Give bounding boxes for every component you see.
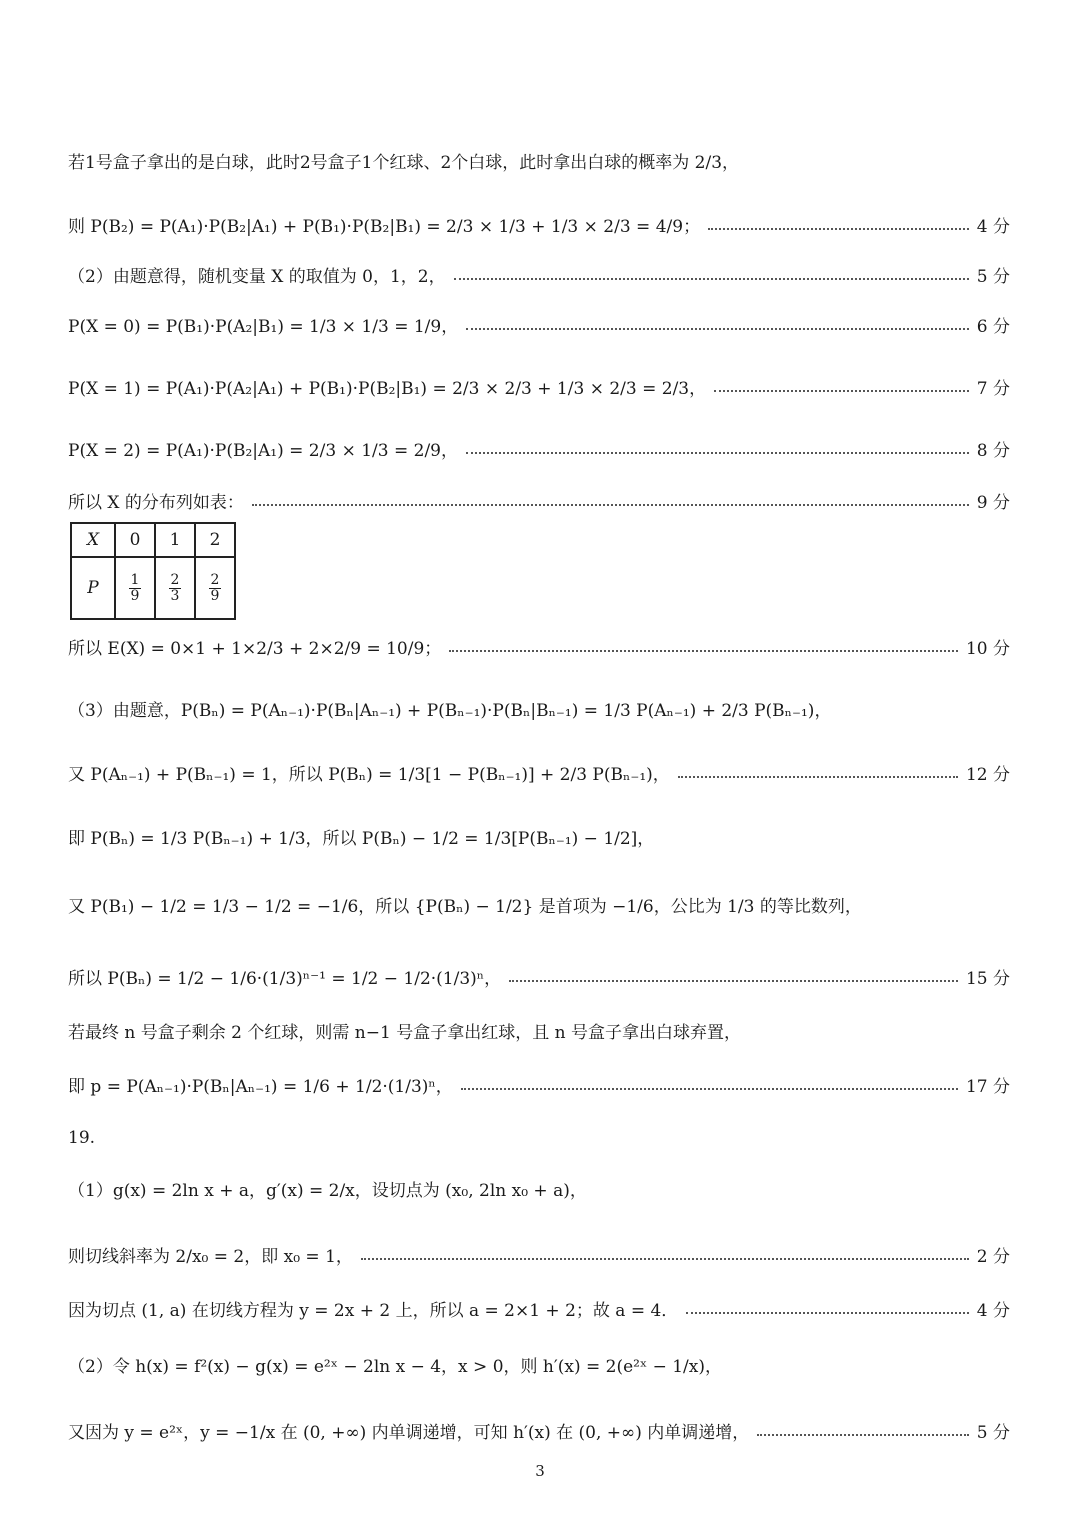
score-label: 9 分 (976, 493, 1010, 513)
table-header-cell: 1 (155, 523, 195, 557)
score-label: 2 分 (976, 1247, 1010, 1267)
leader-dots (361, 1258, 969, 1260)
leader-dots (466, 452, 969, 454)
fraction (129, 573, 142, 603)
line-9 (68, 696, 1010, 721)
line-text: （1）g(x) = 2ln x + a，g′(x) = 2/x，设切点为 (x₀, 2ln x₀ + a)， (68, 1181, 587, 1201)
line-1 (68, 148, 1010, 173)
line-text: 所以 P(Bₙ) = 1/2 − 1/6·(1/3)ⁿ⁻¹ = 1/2 − 1/2·(1/3)ⁿ， (68, 969, 502, 989)
line-text: P(X = 2) = P(A₁)·P(B₂|A₁) = 2/3 × 1/3 = 2/9， (68, 441, 458, 461)
line-text: 所以 X 的分布列如表： (68, 493, 244, 513)
fraction-denominator: 9 (210, 587, 220, 604)
line-text: （3）由题意，P(Bₙ) = P(Aₙ₋₁)·P(Bₙ|Aₙ₋₁) + P(Bₙ₋₁)·P(Bₙ|Bₙ₋₁) = 1/3 P(Aₙ₋₁) + 2/3 P(Bₙ₋₁)， (68, 701, 832, 721)
line-13 (68, 964, 1010, 989)
score-label: 5 分 (976, 1423, 1010, 1443)
score-label: 4 分 (976, 217, 1010, 237)
line-5 (68, 374, 1010, 399)
table-cell (155, 557, 195, 619)
line-text: P(X = 1) = P(A₁)·P(A₂|A₁) + P(B₁)·P(B₂|B₁) = 2/3 × 2/3 + 1/3 × 2/3 = 2/3， (68, 379, 707, 399)
page-number: 3 (535, 1462, 545, 1480)
fraction-denominator: 3 (170, 587, 180, 604)
line-20 (68, 1352, 1010, 1377)
fraction-denominator: 9 (130, 587, 140, 604)
line-21 (68, 1418, 1010, 1443)
score-label: 12 分 (965, 765, 1010, 785)
leader-dots (454, 278, 969, 280)
line-text: 又 P(B₁) − 1/2 = 1/3 − 1/2 = −1/6，所以 {P(Bₙ) − 1/2} 是首项为 −1/6，公比为 1/3 的等比数列， (68, 897, 862, 917)
fraction-numerator: 1 (130, 571, 140, 588)
line-text: 即 P(Bₙ) = 1/3 P(Bₙ₋₁) + 1/3，所以 P(Bₙ) − 1/2 = 1/3[P(Bₙ₋₁) − 1/2]， (68, 829, 655, 849)
line-text: （2）令 h(x) = f²(x) − g(x) = e²ˣ − 2ln x − 4，x > 0，则 h′(x) = 2(e²ˣ − 1/x)， (68, 1357, 722, 1377)
fraction-numerator: 2 (170, 571, 180, 588)
line-16 (68, 1128, 1010, 1148)
line-14 (68, 1018, 1010, 1043)
table-header-cell: X (71, 523, 115, 557)
line-3 (68, 262, 1010, 287)
fraction (209, 573, 222, 603)
table-cell (195, 557, 235, 619)
leader-dots (252, 504, 969, 506)
line-text: 又 P(Aₙ₋₁) + P(Bₙ₋₁) = 1，所以 P(Bₙ) = 1/3[1 − P(Bₙ₋₁)] + 2/3 P(Bₙ₋₁)， (68, 765, 670, 785)
score-label: 10 分 (965, 639, 1010, 659)
distribution-table (70, 522, 236, 620)
table-row (71, 557, 235, 619)
table-row (71, 523, 235, 557)
line-text: 则切线斜率为 2/x₀ = 2，即 x₀ = 1， (68, 1247, 353, 1267)
line-text: 又因为 y = e²ˣ，y = −1/x 在 (0, +∞) 内单调递增，可知 h′(x) 在 (0, +∞) 内单调递增， (68, 1423, 750, 1443)
table-row-label: P (71, 557, 115, 619)
line-15 (68, 1072, 1010, 1097)
line-text: P(X = 0) = P(B₁)·P(A₂|B₁) = 1/3 × 1/3 = 1/9， (68, 317, 459, 337)
line-text: 因为切点 (1, a) 在切线方程为 y = 2x + 2 上，所以 a = 2×1 + 2；故 a = 4． (68, 1301, 679, 1321)
table-header-cell: 0 (115, 523, 155, 557)
line-text: （2）由题意得，随机变量 X 的取值为 0，1，2， (68, 267, 446, 287)
table-cell (115, 557, 155, 619)
line-10 (68, 760, 1010, 785)
line-7 (68, 488, 1010, 513)
line-2 (68, 212, 1010, 237)
line-17 (68, 1176, 1010, 1201)
score-label: 15 分 (965, 969, 1010, 989)
question-number: 19. (68, 1128, 96, 1148)
score-label: 5 分 (976, 267, 1010, 287)
fraction-numerator: 2 (210, 571, 220, 588)
leader-dots (509, 980, 958, 982)
leader-dots (461, 1088, 958, 1090)
leader-dots (714, 390, 969, 392)
line-4 (68, 312, 1010, 337)
fraction (169, 573, 182, 603)
line-19 (68, 1296, 1010, 1321)
line-18 (68, 1242, 1010, 1267)
leader-dots (757, 1434, 969, 1436)
leader-dots (708, 228, 969, 230)
score-label: 8 分 (976, 441, 1010, 461)
score-label: 7 分 (976, 379, 1010, 399)
line-text: 则 P(B₂) = P(A₁)·P(B₂|A₁) + P(B₁)·P(B₂|B₁) = 2/3 × 1/3 + 1/3 × 2/3 = 4/9； (68, 217, 701, 237)
line-12 (68, 892, 1010, 917)
table-header-cell: 2 (195, 523, 235, 557)
line-6 (68, 436, 1010, 461)
score-label: 4 分 (976, 1301, 1010, 1321)
line-text: 若最终 n 号盒子剩余 2 个红球，则需 n−1 号盒子拿出红球，且 n 号盒子拿出白球弃置， (68, 1023, 741, 1043)
score-label: 17 分 (965, 1077, 1010, 1097)
leader-dots (678, 776, 958, 778)
line-11 (68, 824, 1010, 849)
line-8 (68, 634, 1010, 659)
line-text: 若1号盒子拿出的是白球，此时2号盒子1个红球、2个白球，此时拿出白球的概率为 2/3， (68, 153, 740, 173)
leader-dots (466, 328, 969, 330)
line-text: 即 p = P(Aₙ₋₁)·P(Bₙ|Aₙ₋₁) = 1/6 + 1/2·(1/3)ⁿ， (68, 1077, 453, 1097)
score-label: 6 分 (976, 317, 1010, 337)
leader-dots (686, 1312, 968, 1314)
line-text: 所以 E(X) = 0×1 + 1×2/3 + 2×2/9 = 10/9； (68, 639, 442, 659)
leader-dots (449, 650, 958, 652)
